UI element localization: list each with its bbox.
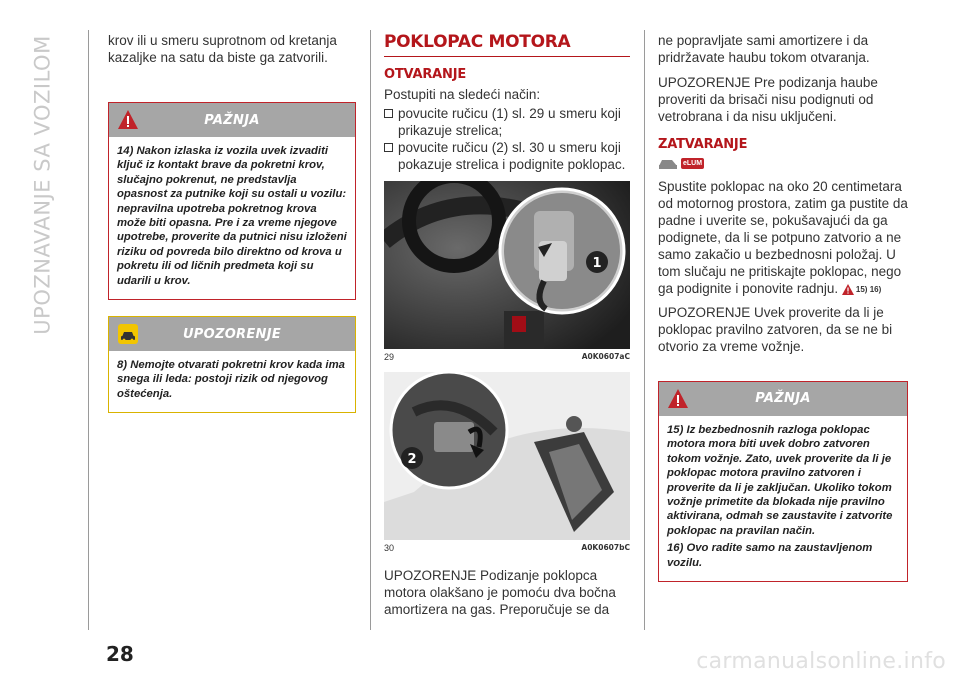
figure-callout-number: 1 (592, 256, 602, 271)
column-middle (384, 32, 630, 626)
figure-caption: 29 A0K0607aC (384, 352, 630, 362)
figure-caption: 30 A0K0607bC (384, 543, 630, 553)
callout-text: 8) Nemojte otvarati pokretni krov kada ima snega ili leda: postoji rizik od njegovog oštećenja. (117, 359, 345, 400)
warning-triangle-icon (667, 388, 689, 410)
callout-body (109, 137, 355, 299)
paragraph: UPOZORENJE Uvek proverite da li je poklopac pravilno zatvoren, da se ne bi otvorio za vreme vožnje. (658, 304, 893, 354)
page-number: 28 (106, 642, 134, 666)
warning-triangle-icon (117, 109, 139, 131)
callout-header: PAŽNJA (659, 382, 907, 416)
subsection-heading: ZATVARANJE (658, 137, 748, 152)
car-warning-icon (117, 323, 139, 345)
warning-reference: 15) 16) (842, 281, 881, 298)
paragraph: UPOZORENJE Pre podizanja haube proveriti da brisači nisu podignuti od vetrobrana i da nisu uključeni. (658, 75, 878, 124)
callout-text: 16) Ovo radite samo na zaustavljenom vozilu. (667, 542, 873, 569)
attention-callout (658, 381, 908, 582)
attention-callout (108, 102, 356, 300)
intro-paragraph: krov ili u smeru suprotnom od kretanja kazaljke na satu da biste ga zatvorili. (108, 33, 337, 65)
column-left (108, 32, 356, 427)
list-item: povucite ručicu (1) sl. 29 u smeru koji prikazuje strelica; (384, 105, 630, 139)
callout-text: 15) Iz bezbednosnih razloga poklopac motora mora biti uvek dobro zatvoren tokom vožnje. Zato, uvek proverite da li je poklopac motora pravilno zatvoren i proverite da li je zaključan. Ukoliko tokom vožnje primetite da blokada nije pravilno aktivirana, odmah se zaustavite i zatvorite poklopac na pravilan način. (667, 423, 893, 537)
checkbox-bullet-icon (384, 109, 393, 118)
paragraph: Spustite poklopac na oko 20 centimetara od motornog prostora, zatim ga pustite da padne i uverite se, pokušavajući da ga podignete, da li se potpuno zatvorio a ne samo zakačio u bezbednosni položaj. U tom slučaju ne pritiskajte poklopac, nego ga podignite i ponovite radnju. 15) 16) (658, 179, 908, 296)
column-divider (644, 30, 645, 630)
checkbox-bullet-icon (384, 143, 393, 152)
watermark: carmanualsonline.info (696, 649, 946, 674)
column-divider (88, 30, 89, 630)
side-section-title: UPOZNAVANJE SA VOZILOM (31, 35, 56, 335)
section-heading: POKLOPAC MOTORA (384, 32, 630, 57)
callout-header: PAŽNJA (109, 103, 355, 137)
elum-badge: eLUM (658, 156, 908, 170)
paragraph: ne popravljate sami amortizere i da pridržavate haubu tokom otvaranja. (658, 33, 870, 65)
procedure-intro: Postupiti na sledeći način: (384, 87, 541, 102)
list-item: povucite ručicu (2) sl. 30 u smeru koji pokazuje strelica i podignite poklopac. (384, 139, 630, 173)
figure-hood-lever-exterior (384, 372, 630, 540)
column-right (658, 32, 908, 596)
figure-callout-number: 2 (407, 452, 417, 467)
callout-body (659, 416, 907, 581)
callout-text: 14) Nakon izlaska iz vozila uvek izvaditi ključ iz kontakt brave da pokretni krov, slučajno pokrenut, ne predstavlja opasnost za putnike koji su ostali u vozilu: nepravilna upotreba pokretnog krova može biti opasna. Pre i za vreme njegove upotrebe, proverite da putnici nisu izloženi riziku od povreda bilo direktno od krova u pokretu ili od ličnih predmeta koji su udarili u krov. (117, 145, 347, 287)
figure-hood-lever-interior (384, 181, 630, 349)
callout-body (109, 351, 355, 412)
column-divider (370, 30, 371, 630)
subsection-heading: OTVARANJE (384, 67, 467, 82)
warning-triangle-icon (842, 284, 854, 295)
warning-callout (108, 316, 356, 413)
car-hood-icon (658, 156, 678, 170)
callout-header: UPOZORENJE (109, 317, 355, 351)
outro-paragraph: UPOZORENJE Podizanje poklopca motora olakšano je pomoću dva bočna amortizera na gas. Preporučuje se da (384, 568, 616, 617)
